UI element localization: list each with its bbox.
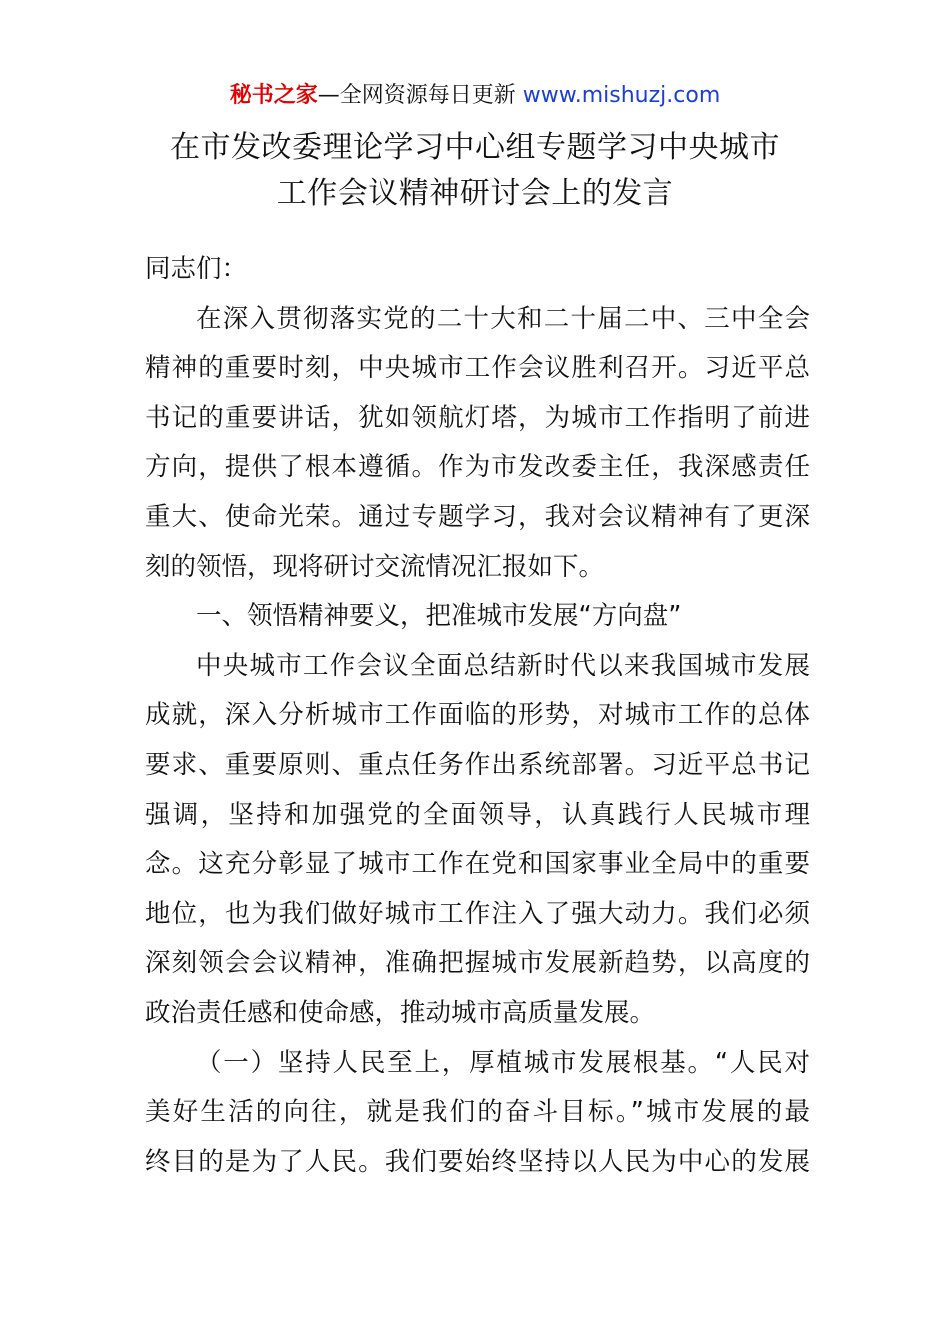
document-body: [145, 245, 810, 1187]
body-line: 念。这充分彰显了城市工作在党和国家事业全局中的重要: [145, 849, 810, 880]
body-line: 终目的是为了人民。我们要始终坚持以人民为中心的发展: [145, 1146, 810, 1177]
banner-tagline: —全网资源每日更新: [317, 83, 523, 108]
body-line: 精神的重要时刻，中央城市工作会议胜利召开。习近平总: [145, 353, 810, 384]
body-line: 成就，深入分析城市工作面临的形势，对城市工作的总体: [145, 700, 810, 731]
site-banner: [0, 80, 950, 112]
body-line: 中央城市工作会议全面总结新时代以来我国城市发展: [196, 650, 810, 681]
body-line: 美好生活的向往，就是我们的奋斗目标。”城市发展的最: [145, 1097, 810, 1128]
body-line: 方向，提供了根本遵循。作为市发改委主任，我深感责任: [145, 452, 810, 483]
body-line: 重大、使命光荣。通过专题学习，我对会议精神有了更深: [145, 501, 810, 532]
body-line: 强调，坚持和加强党的全面领导，认真践行人民城市理: [145, 799, 810, 830]
salutation: 同志们：: [145, 254, 248, 284]
title-line-1: 在市发改委理论学习中心组专题学习中央城市: [170, 130, 780, 165]
body-line: 在深入贯彻落实党的二十大和二十届二中、三中全会: [196, 303, 810, 334]
body-line: 书记的重要讲话，犹如领航灯塔，为城市工作指明了前进: [145, 402, 810, 433]
body-line: 深刻领会会议精神，准确把握城市发展新趋势，以高度的: [145, 948, 810, 979]
subsection-line: （一）坚持人民至上，厚植城市发展根基。“人民对: [196, 1047, 810, 1078]
banner-url-link[interactable]: www.mishuzj.com: [522, 83, 721, 108]
body-line: 刻的领悟，现将研讨交流情况汇报如下。: [145, 551, 605, 582]
document-title: [0, 125, 950, 217]
body-line: 要求、重要原则、重点任务作出系统部署。习近平总书记: [145, 749, 810, 780]
section-heading: 一、领悟精神要义，把准城市发展“方向盘”: [196, 601, 682, 632]
banner-brand: 秘书之家: [229, 83, 318, 108]
body-line: 地位，也为我们做好城市工作注入了强大动力。我们必须: [145, 898, 810, 929]
body-line: 政治责任感和使命感，推动城市高质量发展。: [145, 997, 656, 1028]
title-line-2: 工作会议精神研讨会上的发言: [276, 176, 674, 211]
